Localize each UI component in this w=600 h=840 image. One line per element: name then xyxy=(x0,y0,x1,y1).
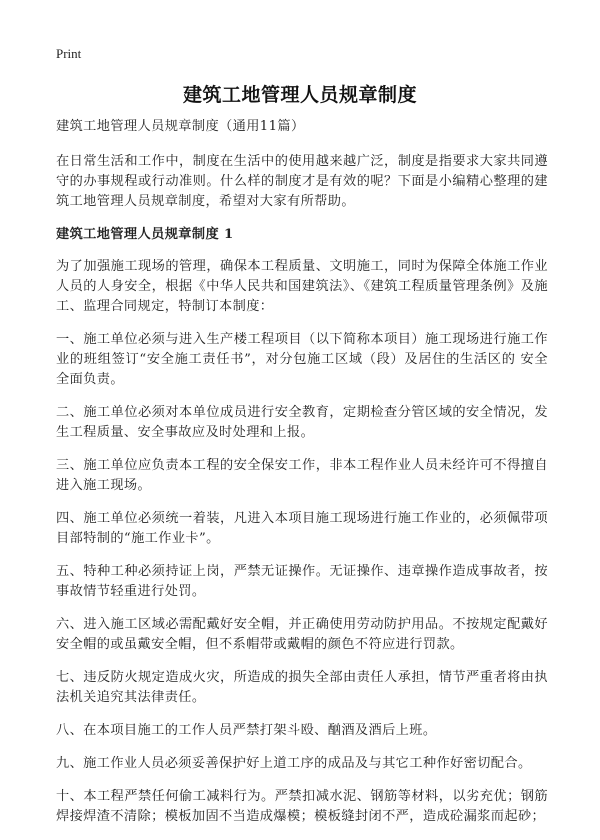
section-heading: 建筑工地管理人员规章制度 1 xyxy=(56,227,234,242)
document-body xyxy=(56,117,548,840)
rule-item-5: 五、特种工种必须持证上岗，严禁无证操作。无证操作、违章操作造成事故者，按事故情节轻重进行处罚。 xyxy=(56,564,548,599)
rule-item-7: 七、违反防火规定造成火灾，所造成的损失全部由责任人承担，情节严重者将由执法机关追究其法律责任。 xyxy=(56,670,548,705)
rule-item-3: 三、施工单位应负责本工程的安全保安工作，非本工程作业人员未经许可不得擅自进入施工现场。 xyxy=(56,458,548,493)
rule-item-6: 六、进入施工区域必需配戴好安全帽，并正确使用劳动防护用品。不按规定配戴好安全帽的或虽戴安全帽，但不系帽带或戴帽的颜色不符应进行罚款。 xyxy=(56,617,548,652)
print-link[interactable]: Print xyxy=(56,46,82,61)
section-preamble: 为了加强施工现场的管理，确保本工程质量、文明施工，同时为保障全体施工作业人员的人身安全，根据《中华人民共和国建筑法》、《建筑工程质量管理条例》及施工、监理合同规定，特制订本制度： xyxy=(56,259,548,314)
rule-item-4: 四、施工单位必须统一着装，凡进入本项目施工现场进行施工作业的，必须佩带项目部特制的“施工作业卡”。 xyxy=(56,511,548,546)
rule-item-9: 九、施工作业人员必须妥善保护好上道工序的成品及与其它工种作好密切配合。 xyxy=(56,756,532,771)
rule-item-2: 二、施工单位必须对本单位成员进行安全教育，定期检查分管区域的安全情况，发生工程质量、安全事故应及时处理和上报。 xyxy=(56,405,548,440)
intro-paragraph: 在日常生活和工作中，制度在生活中的使用越来越广泛，制度是指要求大家共同遵守的办事规程或行动准则。什么样的制度才是有效的呢？下面是小编精心整理的建筑工地管理人员规章制度，希望对大家有所帮助。 xyxy=(56,154,548,209)
page-title: 建筑工地管理人员规章制度 xyxy=(182,84,417,106)
rule-item-10: 十、本工程严禁任何偷工减料行为。严禁扣减水泥、钢筋等材料，以劣充优；钢筋焊接焊渣不清除；模板加固不当造成爆模；模板缝封闭不严，造成砼漏浆而起砂； xyxy=(56,789,548,824)
document-subtitle: 建筑工地管理人员规章制度（通用11篇） xyxy=(56,119,305,134)
rule-item-1: 一、施工单位必须与进入生产楼工程项目（以下简称本项目）施工现场进行施工作业的班组签订“安全施工责任书”，对分包施工区域（段）及居住的生活区的 安全全面负责。 xyxy=(56,332,548,387)
rule-item-8: 八、在本项目施工的工作人员严禁打架斗殴、酗酒及酒后上班。 xyxy=(56,723,437,738)
